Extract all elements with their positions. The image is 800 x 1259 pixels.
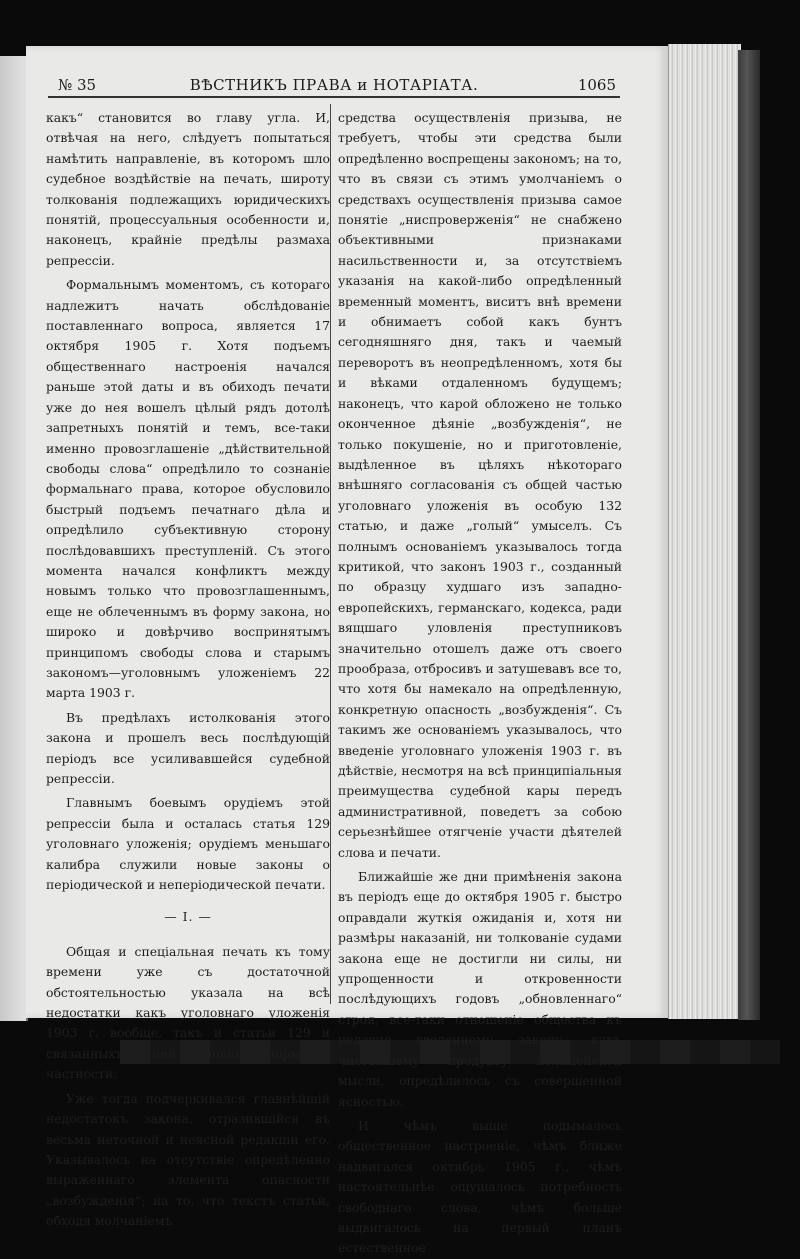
paragraph: Главнымъ боевымъ орудіемъ этой репрессіи была и осталась статья 129 уголовнаго уложенія; орудіемъ меньшаго калибра служили новые законы о періодической и неперіодической печати. [46,795,330,893]
paragraph: Общая и спеціальная печать къ тому времени уже съ достаточной обстоятельностью указала на всѣ недостатки какъ уголовнаго уложенія 1903 г. вообще, такъ и статьи 129 и связанныхъ съ ней уголовныхъ нормъ въ частности. [46,943,330,1082]
left-text-column [46,108,330,1232]
paragraph: И чѣмъ выше подымалось общественное настроеніе, чѣмъ ближе надвигался октябрь 1905 г., чѣмъ настоятельнѣе ощущалось потребность свободнаго слова, чѣмъ больше выдвигалось на первый планъ естественное [338,1117,622,1256]
paragraph: Формальнымъ моментомъ, съ котораго надлежитъ начать обслѣдованіе поставленнаго вопроса, является 17 октября 1905 г. Хотя подъемъ общественнаго настроенія начался раньше этой даты и въ обиходъ печати уже до нея вошелъ цѣлый рядъ дотолѣ запретныхъ понятій и темъ, все-таки именно провозглашеніе „дѣйствительной свободы слова“ опредѣлило то сознаніе формальнаго права, которое обусловило быстрый подъемъ печатнаго дѣла и опредѣлило субъективную сторону послѣдовавшихъ преступленій. Съ этого момента начался конфликтъ между новымъ только что провозглашеннымъ, еще не облеченнымъ въ форму закона, но широко и довѣрчиво воспринятымъ принципомъ свободы слова и старымъ закономъ—уголовнымъ уложеніемъ 22 марта 1903 г. [46,277,330,701]
paragraph: Уже тогда подчеркивался главнѣйшій недостатокъ закона, отразившійся въ весьма неточной и неясной редакціи его. Указывалось на отсутствіе опредѣленно выраженнаго элемента опасности „возбужденія“; на то, что текстъ статьи, обходя молчаніемъ [46,1090,330,1229]
issue-number: № 35 [58,76,97,94]
previous-page-edge [0,56,28,1021]
journal-title: ВѢСТНИКЪ ПРАВА и НОТАРІАТА. [189,76,479,94]
book-cover [738,50,760,1020]
page-number: 1065 [577,76,616,94]
paragraph: Ближайшіе же дни примѣненія закона въ періодъ еще до октября 1905 г. быстро оправдали жуткія ожиданія и, хотя ни размѣры наказаній, ни толкованіе судами закона еще не достигли ни силы, ни упрощенности и откровенности послѣдующихъ годовъ „обновленнаго“ строя, все-таки отношеніе общества къ недавно введенному закону, какъ чистѣйшему продукту полицейской мысли, опредѣлилось съ совершенной ясностью. [338,869,622,1109]
section-heading: — I. — [164,909,212,925]
right-text-column [338,108,622,1259]
running-header [48,76,620,98]
paragraph: средства осуществленія призыва, не требуетъ, чтобы эти средства были опредѣленно воспрещены закономъ; на то, что въ связи съ этимъ умолчаніемъ о средствахъ осуществленія призыва самое понятіе „ниспроверженія“ не снабжено объективными признаками насильственности и, за отсутствіемъ указанія на какой-либо опредѣленный временный моментъ, виситъ внѣ времени и обнимаетъ собой какъ бунтъ сегодняшняго дня, такъ и чаемый переворотъ въ неопредѣленномъ, хотя бы и вѣками отдаленномъ будущемъ; наконецъ, что карой обложено не только оконченное дѣяніе „возбужденія“, не только покушеніе, но и приготовленіе, выдѣленное въ цѣляхъ нѣкотораго внѣшняго согласованія съ общей частью уголовнаго уложенія въ особую 132 статью, и даже „голый“ умыселъ. Съ полнымъ основаніемъ указывалось тогда критикой, что законъ 1903 г., созданный по образцу худшаго изъ западно-европейскихъ, германскаго, кодекса, ради вящшаго уловленія преступниковъ значительно отошелъ даже отъ своего прообраза, отбросивъ и затушевавъ все то, что хотя бы намекало на опредѣленную, конкретную опасность „возбужденія“. Съ такимъ же основаніемъ указывалось, что введеніе уголовнаго уложенія 1903 г. въ дѣйствіе, несмотря на всѣ принципіальныя преимущества судебной кары передъ административной, поведетъ за собою серьезнѣйшее отягченіе участи дѣятелей слова и печати. [338,110,622,860]
column-divider [330,104,331,1004]
book-page [26,46,668,1256]
page-stack-edges [668,44,741,1019]
paragraph: какъ“ становится во главу угла. И, отвѣчая на него, слѣдуетъ попытаться намѣтить направленіе, въ которомъ шло судебное воздѣйствіе на печать, широту толкованія подлежащихъ юридическихъ понятій, процессуальныя особенности и, наконецъ, крайніе предѣлы размаха репрессіи. [46,110,330,268]
paragraph: Въ предѣлахъ истолкованія этого закона и прошелъ весь послѣдующій періодъ все усиливавшейся судебной репрессіи. [46,709,330,786]
